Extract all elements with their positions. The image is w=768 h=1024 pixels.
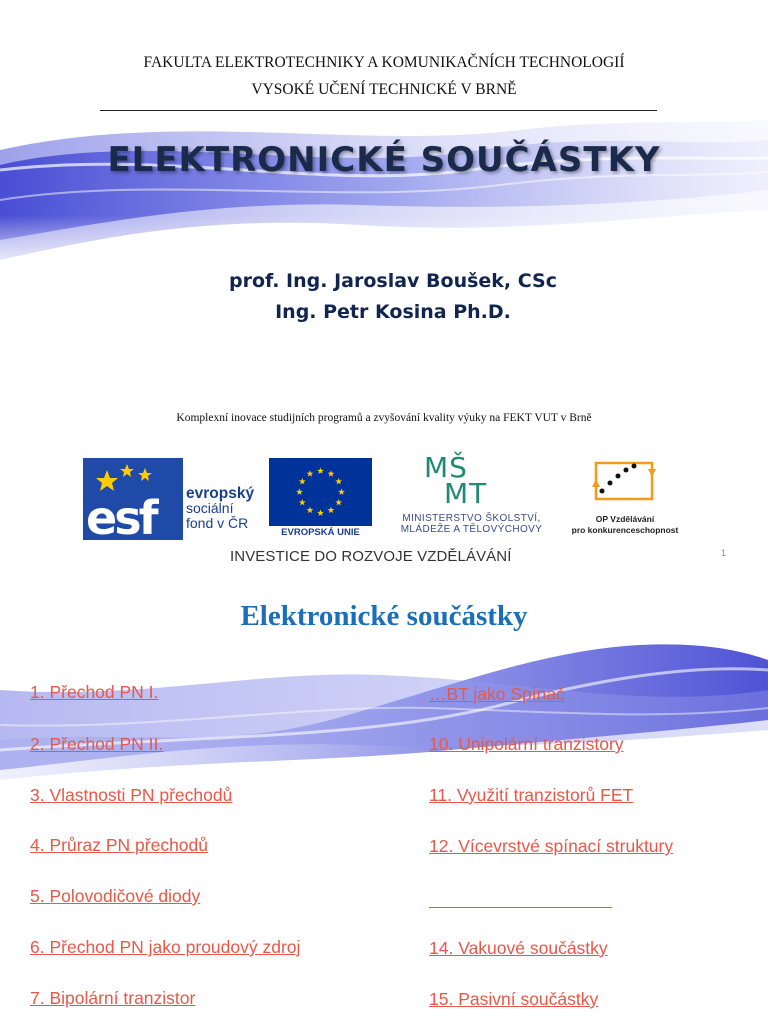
toc-item-12[interactable]: 12. Vícevrstvé spínací struktury <box>429 836 674 856</box>
esf-logo <box>83 458 268 540</box>
project-title: Komplexní inovace studijních programů a zvyšování kvality výuky na FEKT VUT v Brně <box>176 412 592 424</box>
author-2: Ing. Petr Kosina Ph.D. <box>275 301 511 323</box>
toc-title: Elektronické součástky <box>240 600 528 632</box>
msmt-logo <box>384 451 559 540</box>
toc-item-2[interactable]: 2. Přechod PN II. <box>30 734 164 754</box>
university-name: VYSOKÉ UČENÍ TECHNICKÉ V BRNĚ <box>251 81 517 98</box>
toc-slide <box>0 580 768 1024</box>
toc-item-10[interactable]: 10. Unipolární tranzistory <box>429 734 624 754</box>
op-vzdelavani-logo <box>565 452 685 542</box>
toc-item-5[interactable]: 5. Polovodičové diody <box>30 886 201 906</box>
esf-line2: sociální <box>186 500 234 516</box>
op-arrows-icon <box>590 457 660 507</box>
slide-title: ELEKTRONICKÉ SOUČÁSTKY <box>107 140 661 180</box>
esf-line3: fond v ČR <box>186 515 249 531</box>
toc-item-13-blank[interactable] <box>429 907 612 908</box>
msmt-line1: MINISTERSTVO ŠKOLSTVÍ, <box>402 513 541 524</box>
toc-item-7[interactable]: 7. Bipolární tranzistor <box>30 988 196 1008</box>
eu-flag-icon <box>269 458 372 526</box>
toc-item-14[interactable]: 14. Vakuové součástky <box>429 938 608 958</box>
toc-item-6[interactable]: 6. Přechod PN jako proudový zdroj <box>30 937 301 957</box>
faculty-name: FAKULTA ELEKTROTECHNIKY A KOMUNIKAČNÍCH TECHNOLOGIÍ <box>143 54 625 71</box>
eu-logo <box>269 458 372 540</box>
svg-text:esf: esf <box>86 491 156 540</box>
toc-item-3[interactable]: 3. Vlastnosti PN přechodů <box>30 785 233 805</box>
toc-item-1[interactable]: 1. Přechod PN I. <box>30 682 159 702</box>
toc-item-9[interactable]: …BT jako Spínač <box>429 684 565 704</box>
op-line2: pro konkurenceschopnost <box>571 525 679 535</box>
investice-slogan: INVESTICE DO ROZVOJE VZDĚLÁVÁNÍ <box>230 548 512 565</box>
toc-item-4[interactable]: 4. Průraz PN přechodů <box>30 835 209 855</box>
author-1: prof. Ing. Jaroslav Boušek, CSc <box>228 270 558 292</box>
esf-mark-icon <box>83 458 183 540</box>
toc-item-11[interactable]: 11. Využití tranzistorů FET <box>429 785 634 805</box>
esf-line1: evropský <box>186 485 255 502</box>
eu-label: EVROPSKÁ UNIE <box>269 526 372 540</box>
msmt-line2: MLÁDEŽE A TĚLOVÝCHOVY <box>400 524 543 535</box>
msmt-mark-top: MŠ <box>424 451 468 484</box>
op-line1: OP Vzdělávání <box>595 514 655 524</box>
page-number: 1 <box>721 548 727 558</box>
msmt-mark-bottom: MT <box>444 477 488 510</box>
toc-item-15[interactable]: 15. Pasivní součástky <box>429 989 599 1009</box>
header-divider <box>100 110 657 111</box>
